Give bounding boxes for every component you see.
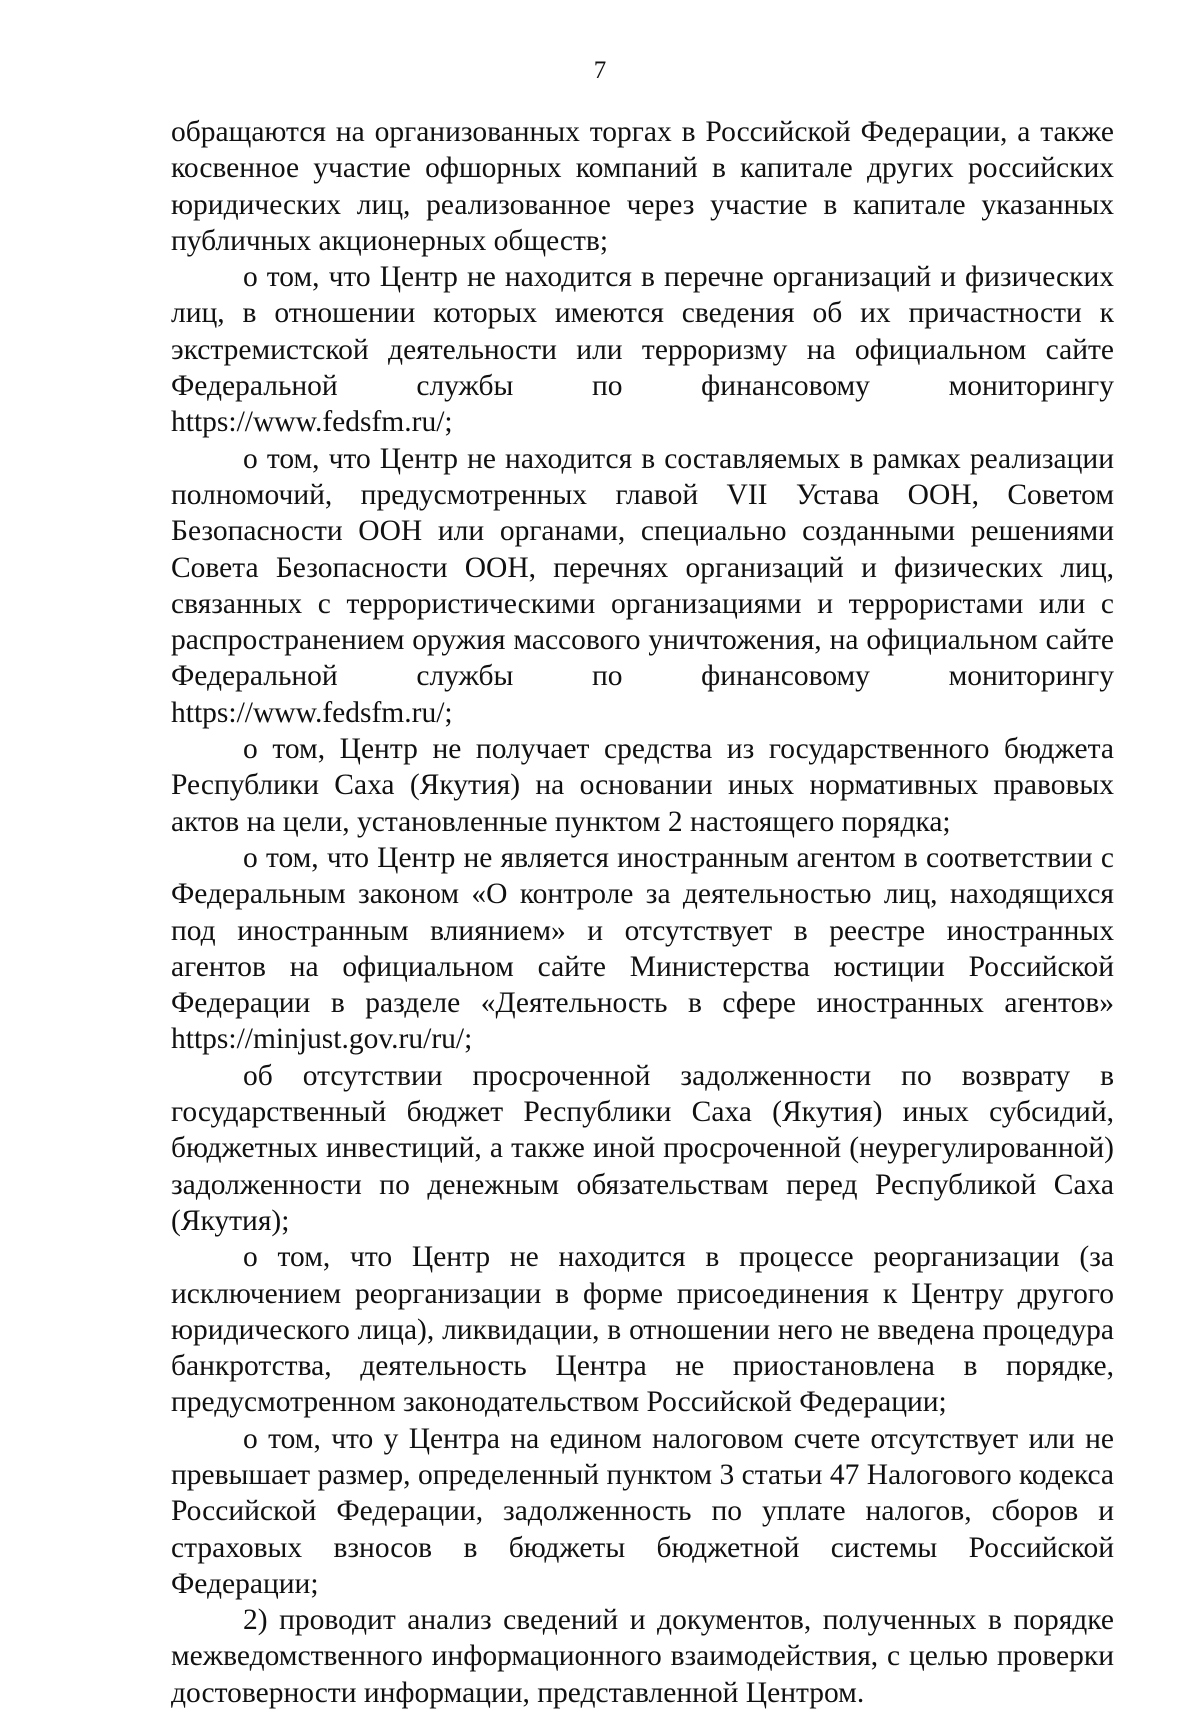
paragraph-2: о том, что Центр не находится в перечне организаций и физических лиц, в отношении которых имеются сведения об их причастности к экстремистской деятельности или терроризму на официальном сайте Федеральной службы по финансовому мониторингу https://www.fedsfm.ru/; [171,261,1114,439]
paragraph-4: о том, Центр не получает средства из государственного бюджета Республики Саха (Якутия) на основании иных нормативных правовых актов на цели, установленные пунктом 2 настоящего порядка; [171,733,1114,838]
page-number: 7 [593,57,607,84]
paragraph-8: о том, что у Центра на едином налоговом счете отсутствует или не превышает размер, определенный пунктом 3 статьи 47 Налогового кодекса Российской Федерации, задолженность по уплате налогов, сборов и страховых взносов в бюджеты бюджетной системы Российской Федерации; [171,1422,1114,1600]
document-body [171,114,1114,1711]
paragraph-6: об отсутствии просроченной задолженности по возврату в государственный бюджет Республики Саха (Якутия) иных субсидий, бюджетных инвестиций, а также иной просроченной (неурегулированной) задолженности по денежным обязательствам перед Республикой Саха (Якутия); [171,1059,1114,1237]
paragraph-1: обращаются на организованных торгах в Российской Федерации, а также косвенное участие офшорных компаний в капитале других российских юридических лиц, реализованное через участие в капитале указанных публичных акционерных обществ; [171,116,1114,257]
paragraph-3: о том, что Центр не находится в составляемых в рамках реализации полномочий, предусмотренных главой VII Устава ООН, Советом Безопасности ООН или органами, специально созданными решениями Совета Безопасности ООН, перечнях организаций и физических лиц, связанных с террористическими организациями и террористами или с распространением оружия массового уничтожения, на официальном сайте Федеральной службы по финансовому мониторингу https://www.fedsfm.ru/; [171,442,1114,729]
paragraph-7: о том, что Центр не находится в процессе реорганизации (за исключением реорганизации в форме присоединения к Центру другого юридического лица), ликвидации, в отношении него не введена процедура банкротства, деятельность Центра не приостановлена в порядке, предусмотренном законодательством Российской Федерации; [171,1241,1114,1419]
paragraph-9: 2) проводит анализ сведений и документов, полученных в порядке межведомственного информационного взаимодействия, с целью проверки достоверности информации, представленной Центром. [171,1604,1114,1709]
paragraph-5: о том, что Центр не является иностранным агентом в соответствии с Федеральным законом «О контроле за деятельностью лиц, находящихся под иностранным влиянием» и отсутствует в реестре иностранных агентов на официальном сайте Министерства юстиции Российской Федерации в разделе «Деятельность в сфере иностранных агентов» https://minjust.gov.ru/ru/; [171,841,1114,1056]
